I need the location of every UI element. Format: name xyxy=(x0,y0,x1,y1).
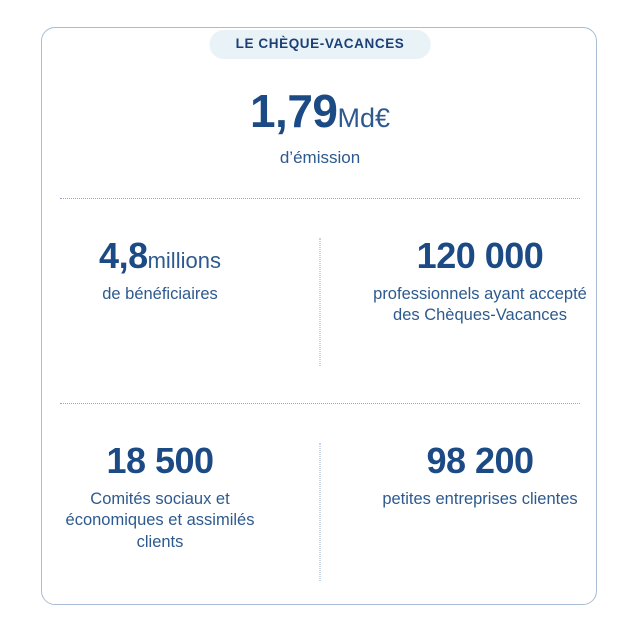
divider-vertical-middle xyxy=(320,238,321,366)
stats-cell-cse xyxy=(0,440,320,553)
stat-hero-value: 1,79 xyxy=(249,85,338,137)
divider-horizontal-top xyxy=(60,198,580,199)
stat-hero-label: d’émission xyxy=(279,147,361,167)
stat-professionnels-value: 120 000 xyxy=(416,235,544,276)
stat-petites-entreprises-value: 98 200 xyxy=(426,440,534,481)
stat-petites-entreprises-label: petites entreprises clientes xyxy=(382,489,578,508)
stat-hero-emission xyxy=(0,85,640,169)
stat-cse-figure xyxy=(44,440,276,481)
stat-beneficiaires-label: de bénéficiaires xyxy=(102,284,218,303)
stat-professionnels-figure xyxy=(364,235,596,276)
stat-petites-entreprises-figure xyxy=(364,440,596,481)
stat-beneficiaires-unit: millions xyxy=(147,248,221,273)
stat-hero-unit: Md€ xyxy=(337,103,391,133)
stat-petites-entreprises xyxy=(364,440,596,510)
header-badge-label: LE CHÈQUE-VACANCES xyxy=(235,36,405,51)
stats-cell-professionnels xyxy=(320,235,640,327)
header-badge xyxy=(210,30,431,59)
divider-vertical-bottom xyxy=(320,443,321,581)
stat-cse-label: Comités sociaux et économiques et assimilés clients xyxy=(65,489,255,551)
divider-horizontal-bottom xyxy=(60,403,580,404)
stat-beneficiaires-value: 4,8 xyxy=(99,235,148,276)
stat-beneficiaires xyxy=(44,235,276,305)
stat-professionnels xyxy=(364,235,596,327)
stat-hero-figure xyxy=(0,85,640,137)
stat-cse-value: 18 500 xyxy=(106,440,214,481)
stat-professionnels-label: professionnels ayant accepté des Chèques-Vacances xyxy=(373,284,587,325)
stats-cell-beneficiaires xyxy=(0,235,320,305)
stats-cell-petites-entreprises xyxy=(320,440,640,510)
stat-beneficiaires-figure xyxy=(44,235,276,276)
stat-cse xyxy=(44,440,276,553)
